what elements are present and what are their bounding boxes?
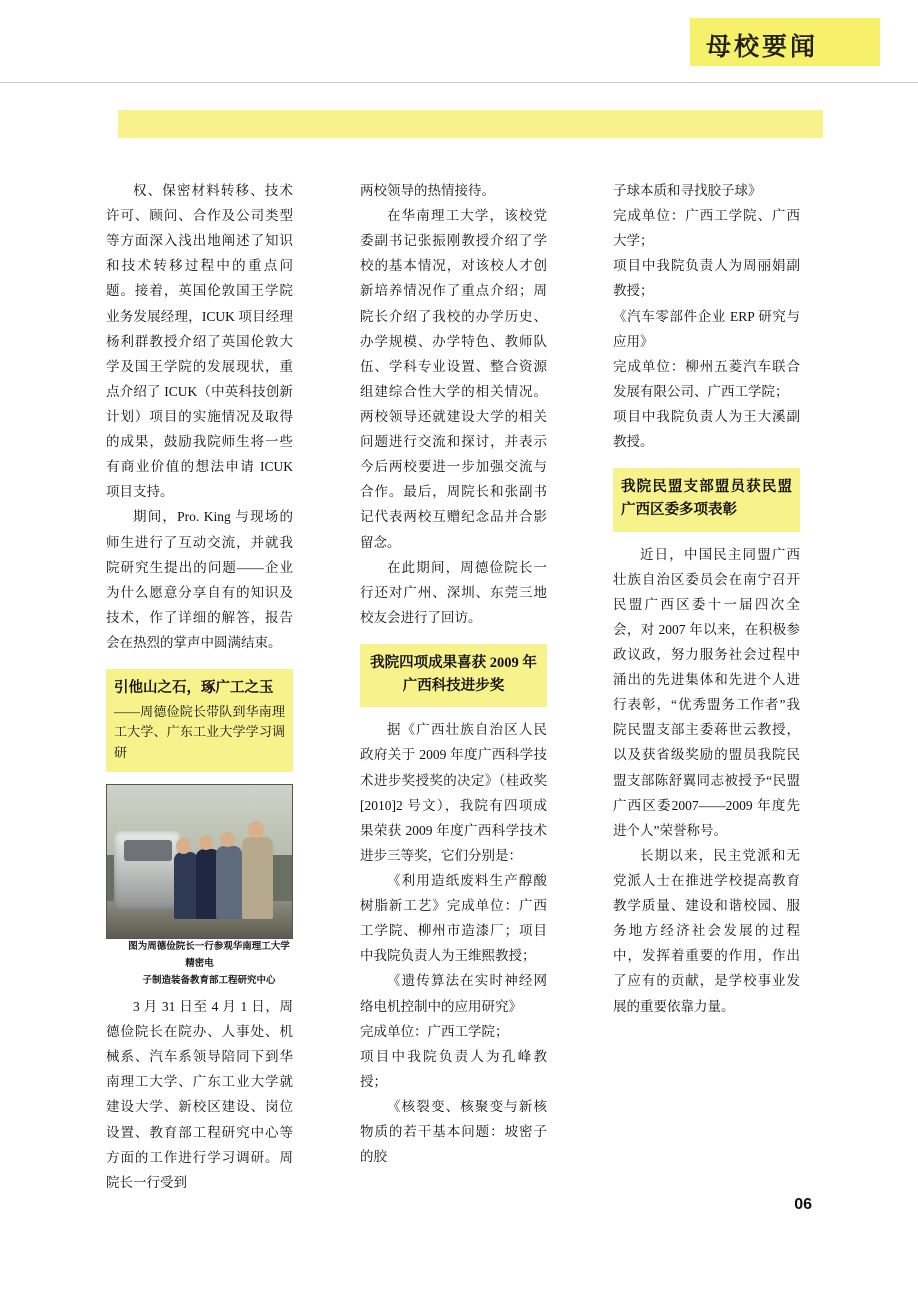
photo-equipment: [114, 831, 181, 911]
paragraph: 《汽车零部件企业 ERP 研究与应用》: [613, 308, 800, 349]
page-number: 06: [794, 1196, 812, 1213]
headline-sub: ——周德俭院长带队到华南理工大学、广东工业大学学习调研: [114, 704, 285, 760]
photo-person: [174, 852, 198, 919]
article-photo: [106, 784, 293, 939]
photo-caption-line-1: 图为周德俭院长一行参观华南理工大学精密电: [128, 941, 290, 969]
article-headline-2: [360, 644, 547, 707]
headline-main: 引他山之石，琢广工之玉: [114, 680, 274, 697]
paragraph: 期间，Pro. King 与现场的师生进行了互动交流，并就我院研究生提出的问题——企业为什么愿意分享自有的知识及技术，作了详细的解答，报告会在热烈的掌声中圆满结束。: [106, 509, 293, 650]
column-two: [360, 178, 547, 1169]
headline-main: 我院四项成果喜获 2009 年广西科技进步奖: [370, 654, 537, 695]
headline-main: 我院民盟支部盟员获民盟广西区委多项表彰: [621, 479, 792, 519]
paragraph: 《遗传算法在实时神经网络电机控制中的应用研究》: [360, 973, 547, 1014]
paragraph: 在华南理工大学，该校党委副书记张振刚教授介绍了学校的基本情况，对该校人才创新培养情况作了重点介绍；周院长介绍了我校的办学历史、办学规模、办学特色、教师队伍、学科专业设置、整合资源组建综合性大学的相关情况。两校领导还就建设大学的相关问题进行交流和探讨，并表示今后两校要进一步加强交流与合作。最后，周院长和张副书记代表两校互赠纪念品并合影留念。: [360, 208, 547, 550]
header-divider: [0, 82, 918, 83]
paragraph: 完成单位：广西工学院；: [360, 1023, 509, 1039]
photo-person-head: [176, 838, 191, 853]
paragraph: 完成单位：柳州五菱汽车联合发展有限公司、广西工学院；: [613, 358, 800, 399]
paragraph: 《核裂变、核聚变与新核物质的若干基本问题：坡密子的胶: [360, 1098, 547, 1165]
paragraph: 子球本质和寻找胶子球》: [613, 183, 762, 198]
paragraph: 两校领导的热情接待。: [360, 183, 495, 198]
top-highlight-strip: [118, 110, 823, 138]
column-three: [613, 178, 800, 1019]
paragraph: 3 月 31 日至 4 月 1 日，周德俭院长在院办、人事处、机械系、汽车系领导陪同下到华南理工大学、广东工业大学就建设大学、新校区建设、岗位设置、教育部工程研究中心等方面的工作进行学习调研。周院长一行受到: [106, 998, 293, 1190]
paragraph: 《利用造纸废料生产醇酸树脂新工艺》完成单位：广西工学院、柳州市造漆厂；项目中我院负责人为王维熙教授；: [360, 873, 547, 964]
paragraph: 项目中我院负责人为孔峰教授；: [360, 1048, 547, 1089]
photo-person-head: [220, 832, 235, 847]
paragraph: 近日，中国民主同盟广西壮族自治区委员会在南宁召开民盟广西区委十一届四次全会，对 2007 年以来，在积极参政议政，努力服务社会过程中涌出的先进集体和先进个人进行表彰，“优秀盟务工作者”我院民盟支部主委蒋世云教授，以及获省级奖励的盟员我院民盟支部陈舒翼同志被授予“民盟广西区委2007——2009 年度先进个人”荣誉称号。: [613, 546, 800, 838]
paragraph: 长期以来，民主党派和无党派人士在推进学校提高教育教学质量、建设和谐校园、服务地方经济社会发展的过程中，发挥着重要的作用，作出了应有的贡献，是学校事业发展的重要依靠力量。: [613, 847, 800, 1014]
paragraph: 据《广西壮族自治区人民政府关于 2009 年度广西科学技术进步奖授奖的决定》（桂政奖[2010]2 号文），我院有四项成果荣获 2009 年度广西科学技术进步三等奖，它们分别是：: [360, 722, 547, 863]
photo-caption-line-2: 子制造装备教育部工程研究中心: [142, 975, 276, 986]
page-title: 母校要闻: [706, 32, 819, 61]
article-headline-1: [106, 669, 293, 772]
paragraph: 项目中我院负责人为王大溪副教授。: [613, 408, 800, 450]
photo-person: [242, 837, 273, 920]
paragraph: 在此期间，周德俭院长一行还对广州、深圳、东莞三地校友会进行了回访。: [360, 559, 547, 625]
article-headline-3: [613, 468, 800, 531]
paragraph: 项目中我院负责人为周丽娟副教授；: [613, 258, 800, 299]
article-photo-wrap: [106, 784, 293, 990]
column-one: [106, 178, 293, 1195]
paragraph: 权、保密材料转移、技术许可、顾问、合作及公司类型等方面深入浅出地阐述了知识和技术转移过程中的重点问题。接着，英国伦敦国王学院业务发展经理，ICUK 项目经理杨利群教授介绍了英国伦敦大学及国王学院的发展现状，重点介绍了 ICUK（中英科技创新计划）项目的实施情况及取得的成果，鼓励我院师生将一些有商业价值的想法申请 ICUK 项目支持。: [106, 183, 293, 500]
photo-person: [216, 846, 242, 919]
paragraph: 完成单位：广西工学院、广西大学；: [613, 208, 800, 249]
